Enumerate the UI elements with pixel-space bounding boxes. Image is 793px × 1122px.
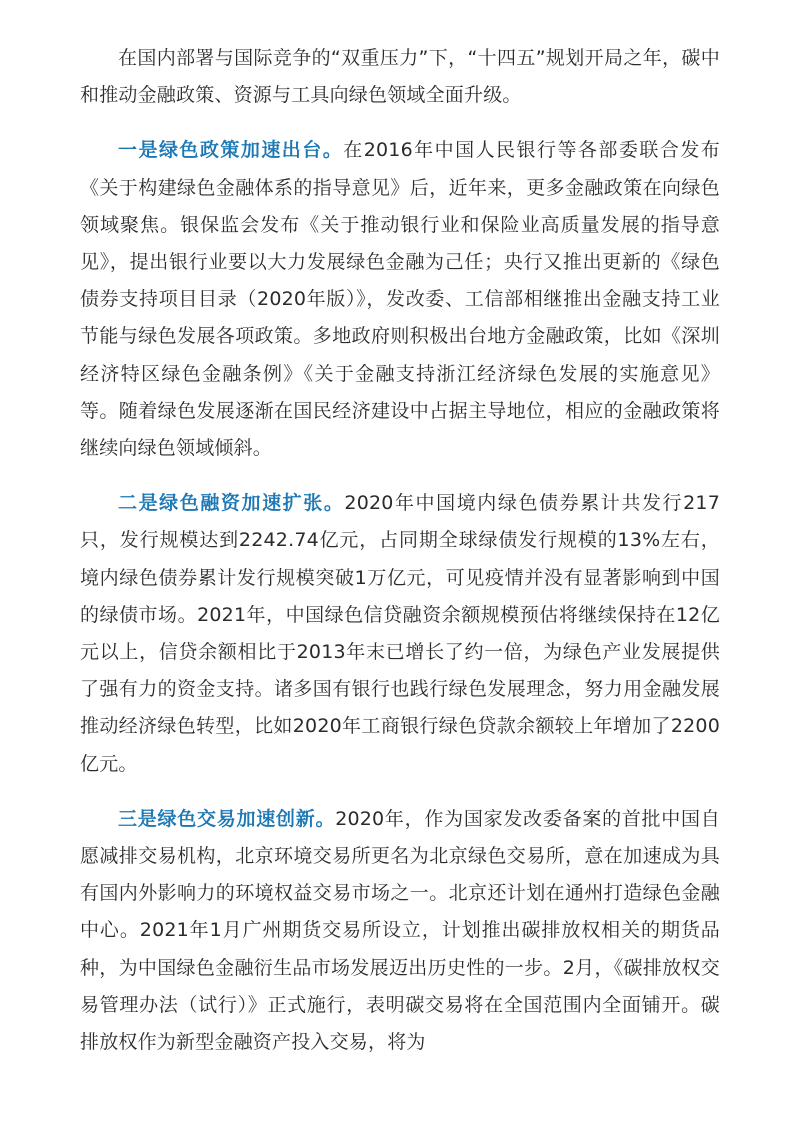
intro-text: 在国内部署与国际竞争的“双重压力”下，“十四五”规划开局之年，碳中和推动金融政策、资源与工具向绿色领域全面升级。 xyxy=(80,47,720,107)
policy-paragraph xyxy=(80,132,720,467)
policy-text: 在2016年中国人民银行等各部委联合发布《关于构建绿色金融体系的指导意见》后，近年来，更多金融政策在向绿色领域聚焦。银保监会发布《关于推动银行业和保险业高质量发展的指导意见》，提出银行业要以大力发展绿色金融为己任；央行又推出更新的《绿色债券支持项目目录（2020年版）》，发改委、工信部相继推出金融支持工业节能与绿色发展各项政策。多地政府则积极出台地方金融政策，比如《深圳经济特区绿色金融条例》《关于金融支持浙江经济绿色发展的实施意见》等。随着绿色发展逐渐在国民经济建设中占据主导地位，相应的金融政策将继续向绿色领域倾斜。 xyxy=(80,139,720,460)
financing-lead-heading: 二是绿色融资加速扩张。 xyxy=(118,492,345,515)
financing-text: 2020年中国境内绿色债券累计共发行217只，发行规模达到2242.74亿元，占同期全球绿债发行规模的13%左右，境内绿色债券累计发行规模突破1万亿元，可见疫情并没有显著影响到中国的绿债市场。2021年，中国绿色信贷融资余额规模预估将继续保持在12亿元以上，信贷余额相比于2013年末已增长了约一倍，为绿色产业发展提供了强有力的资金支持。诸多国有银行也践行绿色发展理念，努力用金融发展推动经济绿色转型，比如2020年工商银行绿色贷款余额较上年增加了2200亿元。 xyxy=(80,492,720,775)
policy-lead-heading: 一是绿色政策加速出台。 xyxy=(118,139,344,162)
trading-lead-heading: 三是绿色交易加速创新。 xyxy=(118,807,336,830)
financing-paragraph xyxy=(80,485,720,783)
trading-text: 2020年，作为国家发改委备案的首批中国自愿减排交易机构，北京环境交易所更名为北京绿色交易所，意在加速成为具有国内外影响力的环境权益交易市场之一。北京还计划在通州打造绿色金融中心。2021年1月广州期货交易所设立，计划推出碳排放权相关的期货品种，为中国绿色金融衍生品市场发展迈出历史性的一步。2月，《碳排放权交易管理办法（试行）》正式施行，表明碳交易将在全国范围内全面铺开。碳排放权作为新型金融资产投入交易，将为 xyxy=(80,807,720,1054)
article-body xyxy=(80,40,720,1061)
intro-paragraph xyxy=(80,40,720,114)
trading-paragraph xyxy=(80,801,720,1061)
